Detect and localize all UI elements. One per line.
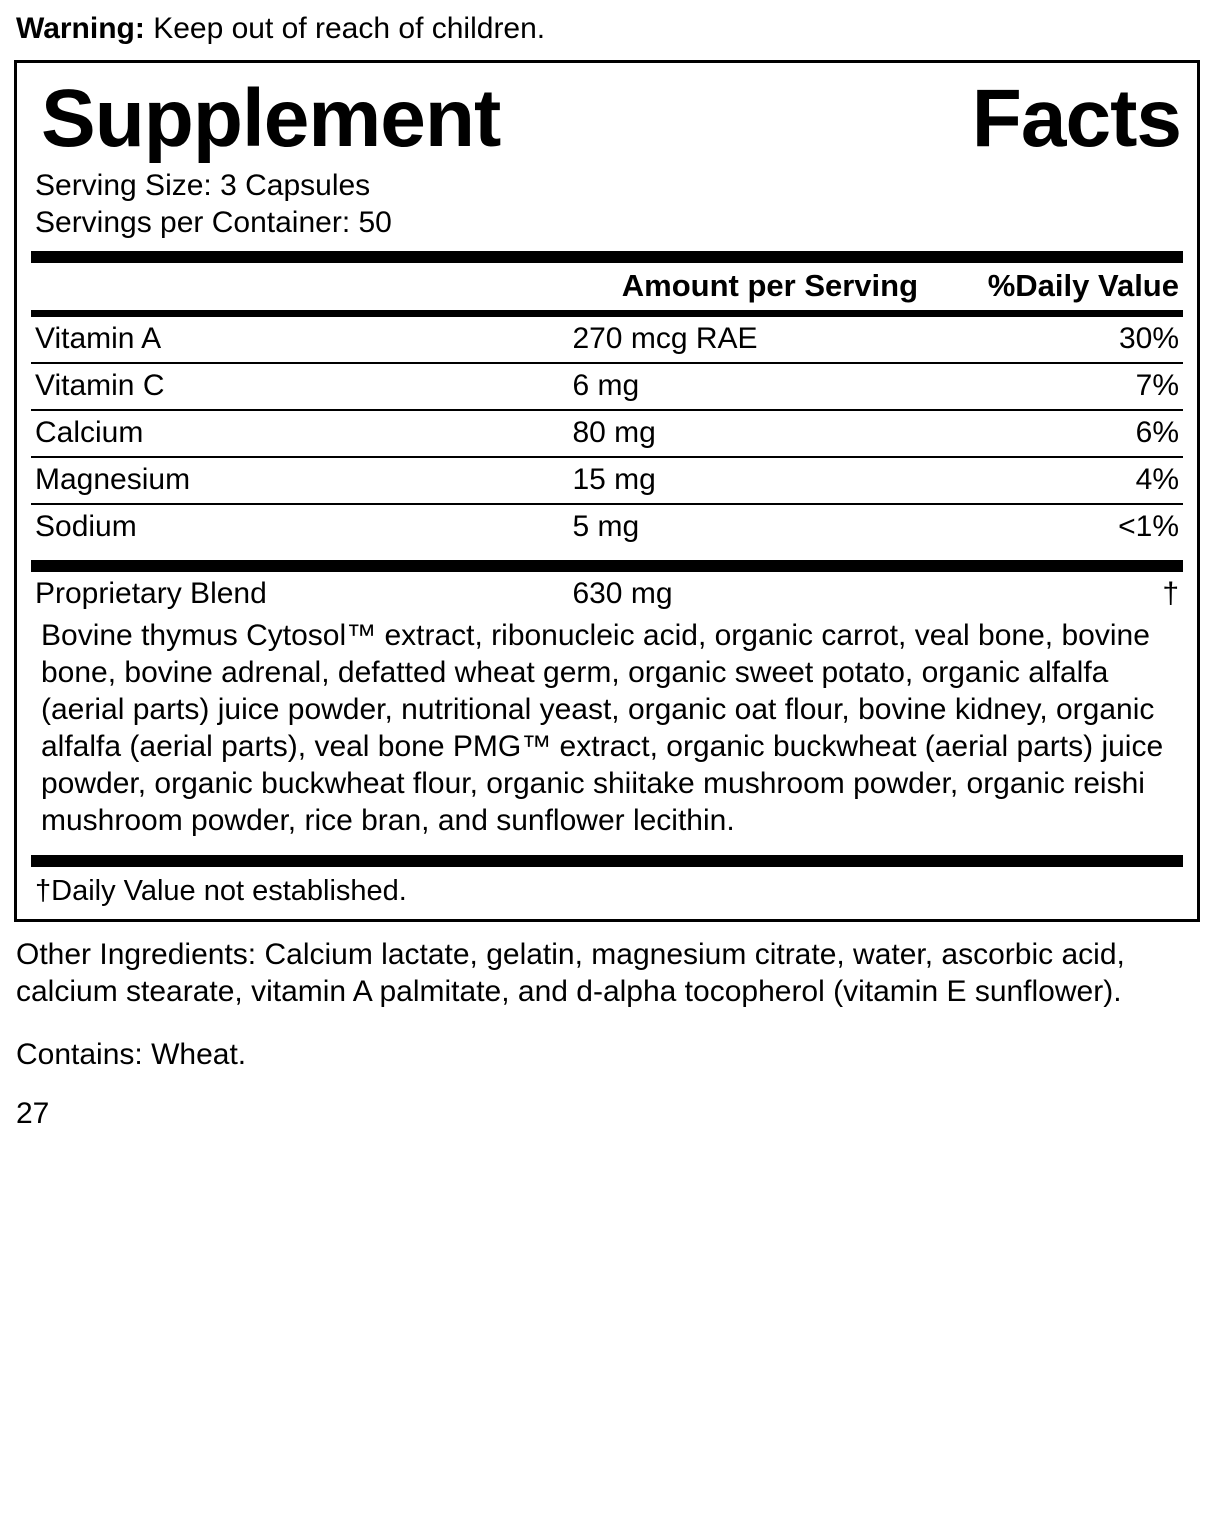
header-daily-value: %Daily Value (987, 268, 1179, 303)
table-header-row (31, 263, 1183, 310)
panel-title-right: Facts (971, 73, 1181, 164)
blend-name: Proprietary Blend (35, 577, 267, 610)
table-row (31, 317, 1183, 363)
nutrient-name: Vitamin A (35, 322, 162, 355)
nutrient-amount: 270 mcg RAE (572, 322, 758, 355)
blend-dv: † (1162, 577, 1179, 610)
nutrient-amount: 5 mg (572, 504, 918, 550)
rule-med-under-header (31, 310, 1183, 317)
supplement-facts-panel (14, 60, 1200, 922)
nutrient-dv: 7% (918, 363, 1183, 410)
table-row (31, 572, 1183, 617)
nutrient-dv: <1% (918, 504, 1183, 550)
panel-title-left: Supplement (41, 73, 501, 164)
nutrient-amount: 15 mg (572, 457, 918, 504)
nutrition-table (31, 263, 1183, 310)
header-nutrient (31, 263, 572, 310)
nutrient-name: Vitamin C (31, 363, 572, 410)
other-ingredients: Other Ingredients: Calcium lactate, gelatin, magnesium citrate, water, ascorbic acid, calcium stearate, vitamin A palmitate, and d-alpha tocopherol (vitamin E sunflower). (16, 938, 1125, 1008)
servings-per-container: Servings per Container: 50 (35, 206, 392, 239)
warning-line (14, 0, 1200, 60)
serving-size: Serving Size: 3 Capsules (35, 169, 371, 202)
proprietary-blend-row (31, 572, 1183, 617)
daily-value-footnote: †Daily Value not established. (35, 875, 407, 907)
warning-label: Warning: (16, 12, 145, 45)
rule-thick-blend-top (31, 560, 1183, 572)
nutrient-rows (31, 317, 1183, 550)
nutrient-amount: 6 mg (572, 363, 918, 410)
table-row (31, 410, 1183, 457)
nutrient-dv: 4% (918, 457, 1183, 504)
warning-text: Keep out of reach of children. (153, 12, 546, 45)
nutrient-amount: 80 mg (572, 410, 918, 457)
blend-amount: 630 mg (572, 577, 673, 610)
contains-statement: Contains: Wheat. (16, 1038, 247, 1071)
nutrient-name: Sodium (31, 504, 572, 550)
nutrient-name: Calcium (31, 410, 572, 457)
panel-title (31, 63, 1183, 167)
table-row (31, 504, 1183, 550)
nutrient-dv: 30% (1118, 322, 1179, 355)
rule-thick-bottom (31, 855, 1183, 867)
header-amount: Amount per Serving (621, 268, 919, 303)
table-row (31, 457, 1183, 504)
nutrient-name: Magnesium (31, 457, 572, 504)
nutrient-dv: 6% (918, 410, 1183, 457)
blend-ingredients: Bovine thymus Cytosol™ extract, ribonucleic acid, organic carrot, veal bone, bovine bone, bovine adrenal, defatted wheat germ, organic sweet potato, organic alfalfa (aerial parts) juice powder, nutritional yeast, organic oat flour, bovine kidney, organic alfalfa (aerial parts), veal bone PMG™ extract, organic buckwheat (aerial parts) juice powder, organic buckwheat flour, organic shiitake mushroom powder, organic reishi mushroom powder, rice bran, and sunflower lecithin. (41, 619, 1164, 837)
page-number: 27 (16, 1097, 50, 1130)
rule-thick-top (31, 251, 1183, 263)
table-row (31, 363, 1183, 410)
